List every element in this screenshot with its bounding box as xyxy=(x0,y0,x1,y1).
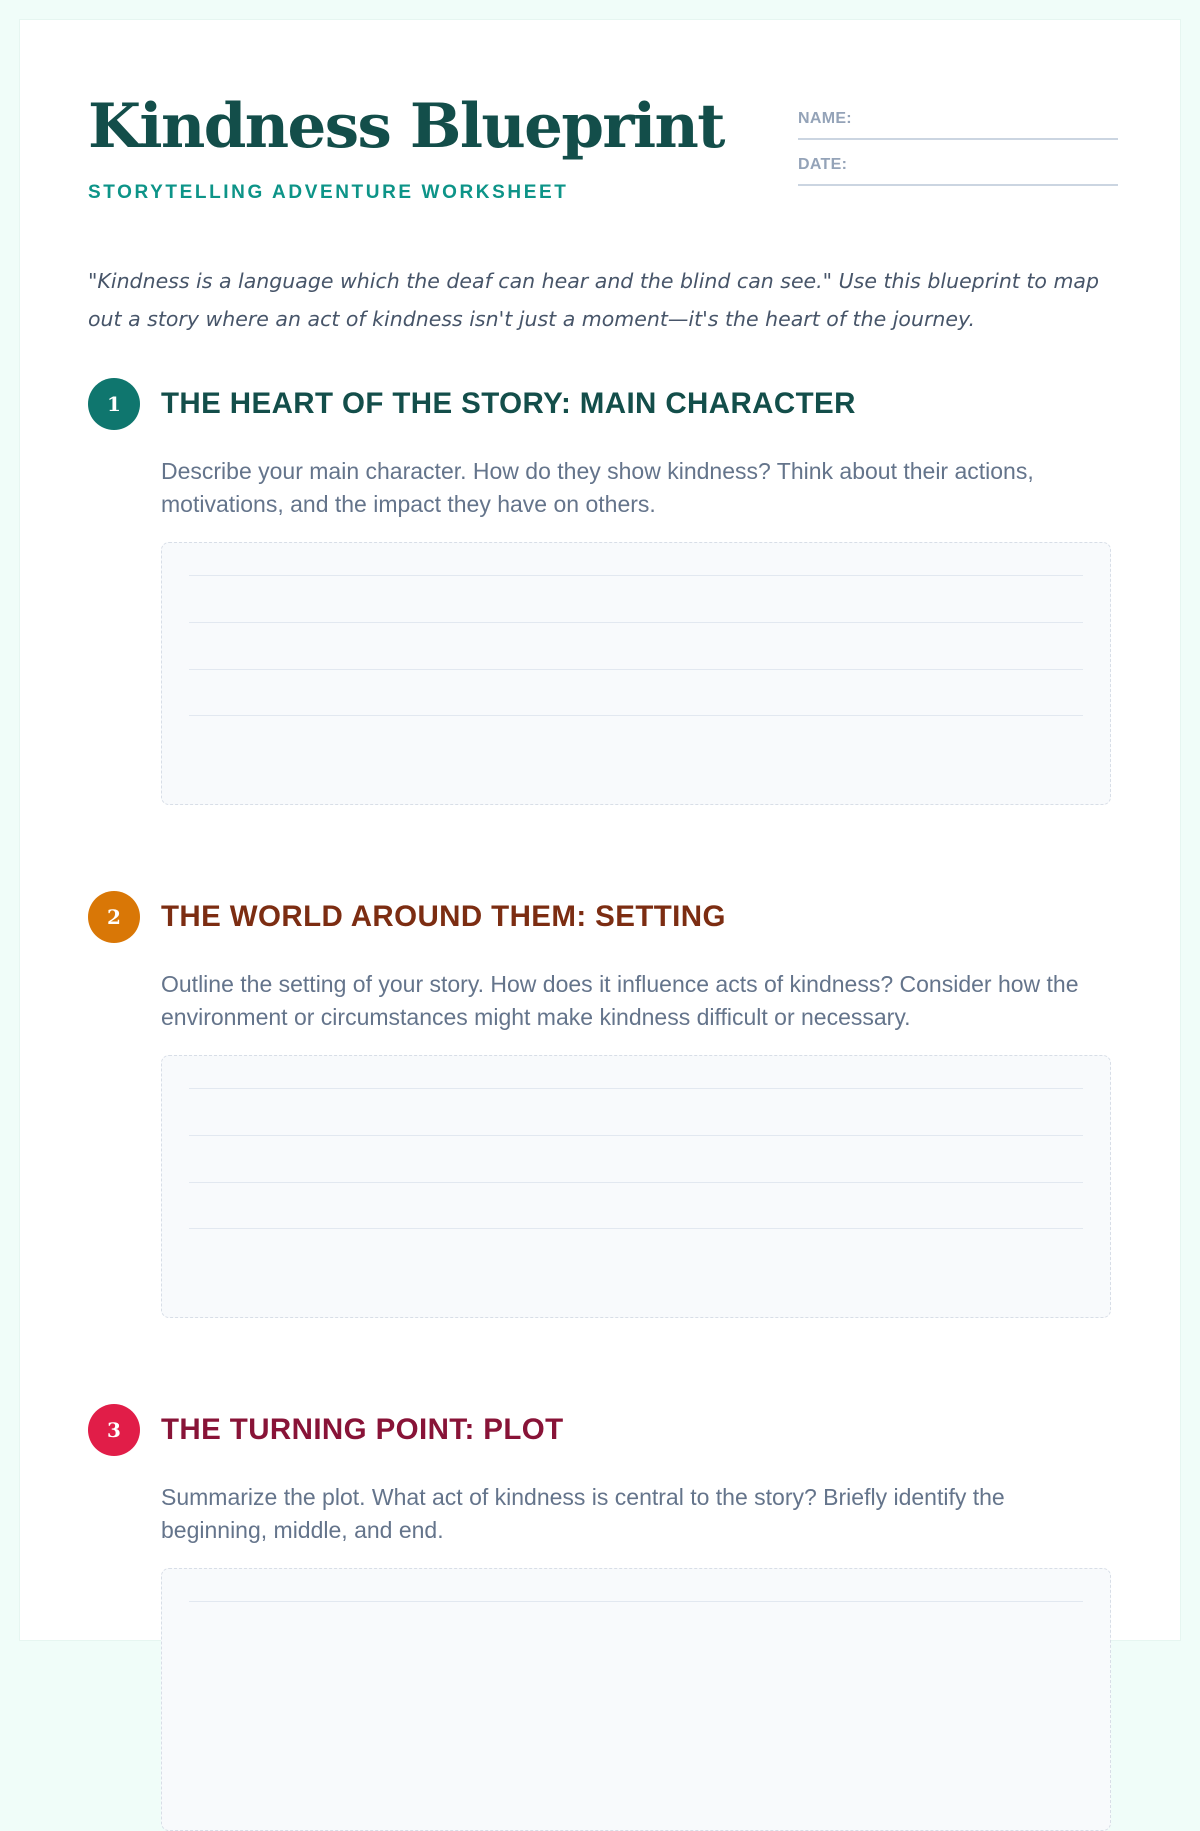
section-prompt: Summarize the plot. What act of kindness is central to the story? Briefly identify the beginning, middle, and end. xyxy=(161,1484,1005,1543)
writing-line xyxy=(189,622,1083,623)
answer-box[interactable] xyxy=(161,1568,1111,1831)
name-label: NAME: xyxy=(798,110,852,127)
writing-line xyxy=(189,575,1083,576)
name-field[interactable] xyxy=(798,108,1118,140)
date-field[interactable] xyxy=(798,154,1118,186)
answer-box[interactable] xyxy=(161,1055,1111,1318)
writing-line xyxy=(189,669,1083,670)
section-prompt: Describe your main character. How do they show kindness? Think about their actions, motivations, and the impact they have on others. xyxy=(161,458,1034,517)
worksheet-page xyxy=(20,20,1180,1640)
writing-line xyxy=(189,715,1083,716)
answer-box[interactable] xyxy=(161,542,1111,805)
intro-quote: "Kindness is a language which the deaf can hear and the blind can see." Use this blueprint to map out a story where an act of kindness isn't just a moment—it's the heart of the journey. xyxy=(88,269,1100,331)
writing-line xyxy=(189,1135,1083,1136)
writing-line xyxy=(189,1601,1083,1602)
section-title: THE HEART OF THE STORY: MAIN CHARACTER xyxy=(161,387,856,420)
section-number-badge: 3 xyxy=(88,1404,140,1456)
section-title: THE TURNING POINT: PLOT xyxy=(161,1413,564,1446)
section-number-badge: 1 xyxy=(88,378,140,430)
worksheet-header xyxy=(88,91,1136,216)
date-label: DATE: xyxy=(798,156,848,173)
section-prompt: Outline the setting of your story. How does it influence acts of kindness? Consider how the environment or circumstances might make kindness difficult or necessary. xyxy=(161,971,1079,1030)
writing-line xyxy=(189,1228,1083,1229)
writing-line xyxy=(189,1182,1083,1183)
worksheet-title: Kindness Blueprint xyxy=(88,91,724,162)
writing-line xyxy=(189,1088,1083,1089)
worksheet-subtitle: STORYTELLING ADVENTURE WORKSHEET xyxy=(88,182,569,203)
section-title: THE WORLD AROUND THEM: SETTING xyxy=(161,900,726,933)
section-number-badge: 2 xyxy=(88,891,140,943)
